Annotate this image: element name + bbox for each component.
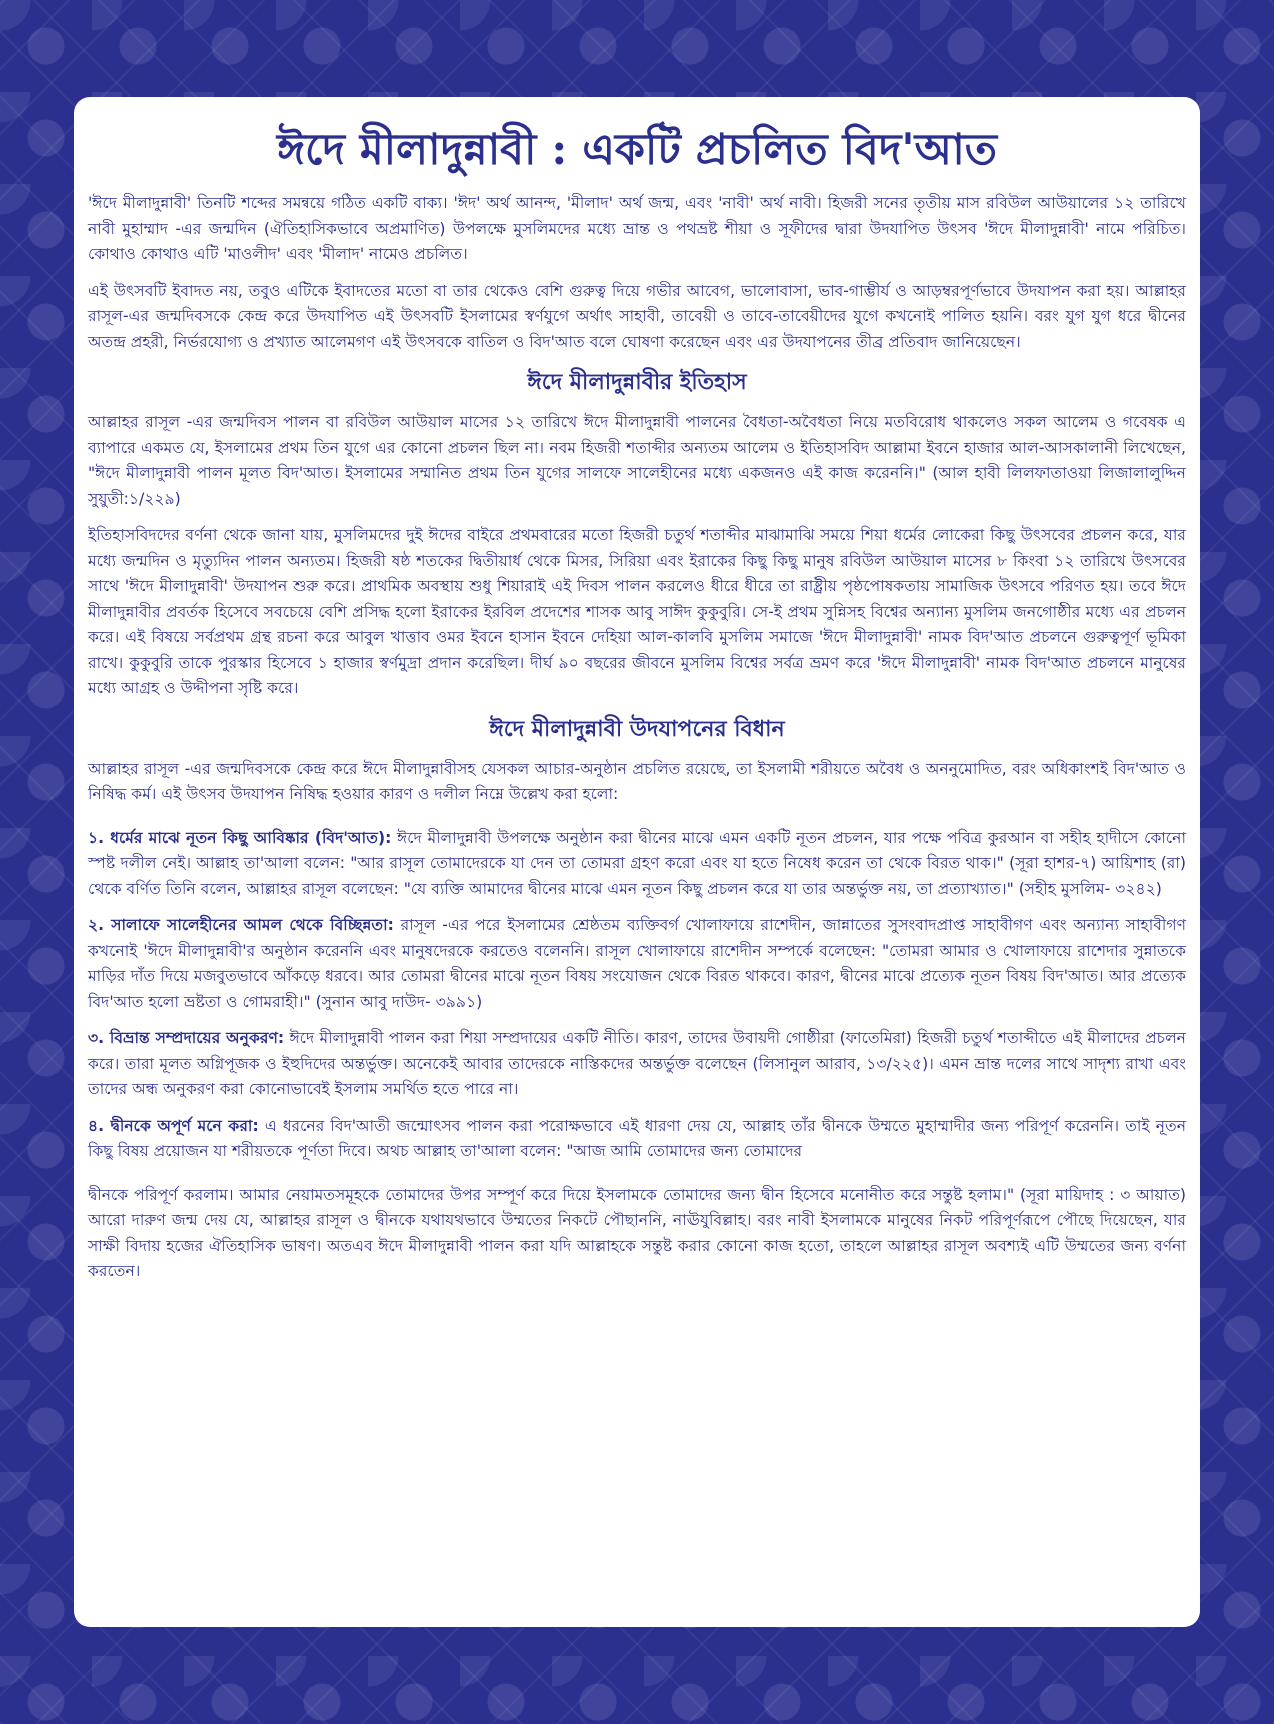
content-panel (74, 97, 1200, 1627)
ruling-point-3 (88, 1026, 1186, 1103)
ruling-intro: আল্লাহর রাসূল -এর জন্মদিবসকে কেন্দ্র করে ঈদে মীলাদুন্নাবীসহ যেসকল আচার-অনুষ্ঠান প্রচলিত রয়েছে, তা ইসলামী শরীয়তে অবৈধ ও অননুমোদিত, বরং অধিকাংশই বিদ'আত ও নিষিদ্ধ কর্ম। এই উৎসব উদযাপন নিষিদ্ধ হওয়ার কারণ ও দলীল নিম্নে উল্লেখ করা হলো: (88, 759, 1186, 803)
point-text: ঈদে মীলাদুন্নাবী উপলক্ষে অনুষ্ঠান করা দ্বীনের মাঝে এমন একটি নূতন প্রচলন, যার পক্ষে পবিত্র কুরআন বা সহীহ হাদীসে কোনো স্পষ্ট দলীল নেই। আল্লাহ তা'আলা বলেন: "আর রাসূল তোমাদেরকে যা দেন তা তোমরা গ্রহণ করো এবং যা হতে নিষেধ করেন তা থেকে বিরত থাক।" (সূরা হাশর-৭) আয়িশাহ (রা) থেকে বর্ণিত তিনি বলেন, আল্লাহর রাসূল বলেছেন: "যে ব্যক্তি আমাদের দ্বীনের মাঝে এমন নূতন কিছু প্রচলন করে যা তার অন্তর্ভুক্ত নয়, তা প্রত্যাখ্যাত।" (সহীহ মুসলিম- ৩২৪২) (88, 828, 1186, 898)
point-text: ঈদে মীলাদুন্নাবী পালন করা শিয়া সম্প্রদায়ের একটি নীতি। কারণ, তাদের উবায়দী গোষ্ঠীরা (ফাতেমিরা) হিজরী চতুর্থ শতাব্দীতে এই মীলাদের প্রচলন করে। তারা মূলত অগ্নিপূজক ও ইহুদিদের অন্তর্ভুক্ত। অনেকেই আবার তাদেরকে নাস্তিকদের অন্তর্ভুক্ত বলেছেন (লিসানুল আরাব, ১৩/২২৫)। এমন ভ্রান্ত দলের সাথে সাদৃশ্য রাখা এবং তাদের অন্ধ অনুকরণ করা কোনোভাবেই ইসলাম সমর্থিত হতে পারে না। (88, 1029, 1186, 1098)
history-paragraph-1: আল্লাহর রাসূল -এর জন্মদিবস পালন বা রবিউল আউয়াল মাসের ১২ তারিখে ঈদে মীলাদুন্নাবী পালনের বৈধতা-অবৈধতা নিয়ে মতবিরোধ থাকলেও সকল আলেম ও গবেষক এ ব্যাপারে একমত যে, ইসলামের প্রথম তিন যুগে এর কোনো প্রচলন ছিল না। নবম হিজরী শতাব্দীর অন্যতম আলেম ও ইতিহাসবিদ আল্লামা ইবনে হাজার আল-আসকালানী লিখেছেন, "ঈদে মীলাদুন্নাবী পালন মূলত বিদ'আত। ইসলামের সম্মানিত প্রথম তিন যুগের সালফে সালেহীনের মধ্যে একজনও এই কাজ করেননি।" (আল হাবী লিলফাতাওয়া লিজালালুদ্দিন সুয়ুতী:১/২২৯) (88, 413, 1186, 508)
page-title: ঈদে মীলাদুন্নাবী : একটি প্রচলিত বিদ'আত (276, 125, 998, 175)
point-lead: ১. ধর্মের মাঝে নূতন কিছু আবিষ্কার (বিদ'আত): (88, 828, 392, 847)
ruling-point-1 (88, 826, 1186, 903)
point-text: এ ধরনের বিদ'আতী জন্মোৎসব পালন করা পরোক্ষভাবে এই ধারণা দেয় যে, আল্লাহ তাঁর দ্বীনকে উম্মতে মুহাম্মাদীর জন্য পরিপূর্ণ করেননি। তাই নূতন কিছু বিষয় প্রয়োজন যা শরীয়তকে পূর্ণতা দিবে। অথচ আল্লাহ তা'আলা বলেন: "আজ আমি তোমাদের জন্য তোমাদের (88, 1116, 1187, 1160)
intro-paragraph-1: 'ঈদে মীলাদুন্নাবী' তিনটি শব্দের সমন্বয়ে গঠিত একটি বাক্য। 'ঈদ' অর্থ আনন্দ, 'মীলাদ' অর্থ জন্ম, এবং 'নাবী' অর্থ নাবী। হিজরী সনের তৃতীয় মাস রবিউল আউয়ালের ১২ তারিখে নাবী মুহাম্মাদ -এর জন্মদিন (ঐতিহাসিকভাবে অপ্রমাণিত) উপলক্ষে মুসলিমদের মধ্যে ভ্রান্ত ও পথভ্রষ্ট শীয়া ও সূফীদের দ্বারা উদযাপিত উৎসব 'ঈদে মীলাদুন্নাবী' নামে পরিচিত। কোথাও কোথাও এটি 'মাওলীদ' এবং 'মীলাদ' নামেও প্রচলিত। (88, 194, 1186, 263)
history-paragraph-2: ইতিহাসবিদদের বর্ণনা থেকে জানা যায়, মুসলিমদের দুই ঈদের বাইরে প্রথমবারের মতো হিজরী চতুর্থ শতাব্দীর মাঝামাঝি সময়ে শিয়া ধর্মের লোকেরা কিছু উৎসবের প্রচলন করে, যার মধ্যে জন্মদিন ও মৃত্যুদিন পালন অন্যতম। হিজরী ষষ্ঠ শতকের দ্বিতীয়ার্ধ থেকে মিসর, সিরিয়া এবং ইরাকের কিছু কিছু মানুষ রবিউল আউয়াল মাসের ৮ কিংবা ১২ তারিখে উৎসবের সাথে 'ঈদে মীলাদুন্নাবী' উদযাপন শুরু করে। প্রাথমিক অবস্থায় শুধু শিয়ারাই এই দিবস পালন করলেও ধীরে ধীরে তা রাষ্ট্রীয় পৃষ্ঠপোষকতায় সামাজিক উৎসবে পরিণত হয়। তবে ঈদে মীলাদুন্নাবীর প্রবর্তক হিসেবে সবচেয়ে বেশি প্রসিদ্ধ হলো ইরাকের ইরবিল প্রদেশের শাসক আবু সাঈদ কুকুবুরি। সে-ই প্রথম সুন্নিসহ বিশ্বের অন্যান্য মুসলিম জনগোষ্ঠীর মধ্যে এর প্রচলন করে। এই বিষয়ে সর্বপ্রথম গ্রন্থ রচনা করে আবুল খাত্তাব ওমর ইবনে হাসান ইবনে দেহিয়া আল-কালবি মুসলিম সমাজে 'ঈদে মীলাদুন্নাবী' নামক বিদ'আত প্রচলনে গুরুত্বপূর্ণ ভূমিকা রাখে। কুকুবুরি তাকে পুরস্কার হিসেবে ১ হাজার স্বর্ণমুদ্রা প্রদান করেছিল। দীর্ঘ ৯০ বছরের জীবনে মুসলিম বিশ্বের সর্বত্র ভ্রমণ করে 'ঈদে মীলাদুন্নাবী' নামক বিদ'আত প্রচলনে মানুষের মধ্যে আগ্রহ ও উদ্দীপনা সৃষ্টি করে। (88, 526, 1186, 697)
ruling-point-2 (88, 913, 1186, 1015)
point-text: রাসূল -এর পরে ইসলামের শ্রেষ্ঠতম ব্যক্তিবর্গ খোলাফায়ে রাশেদীন, জান্নাতের সুসংবাদপ্রাপ্ত সাহাবীগণ এবং অন্যান্য সাহাবীগণ কখনোই 'ঈদে মীলাদুন্নাবী'র অনুষ্ঠান করেননি এবং মানুষদেরকে করতেও বলেননি। রাসূল খোলাফায়ে রাশেদীন সম্পর্কে বলেছেন: "তোমরা আমার ও খোলাফায়ে রাশেদার সুন্নাতকে মাড়ির দাঁত দিয়ে মজবুতভাবে আঁকড়ে ধরবে। আর তোমরা দ্বীনের মাঝে নূতন বিষয় সংযোজন থেকে বিরত থাকবে। কারণ, দ্বীনের মাঝে প্রত্যেক নূতন বিষয় বিদ'আত। আর প্রত্যেক বিদ'আত হলো ভ্রষ্টতা ও গোমরাহী।" (সুনান আবু দাউদ- ৩৯৯১) (88, 916, 1187, 1011)
point-lead: ৪. দ্বীনকে অপূর্ণ মনে করা: (88, 1116, 259, 1135)
point-lead: ২. সালাফে সালেহীনের আমল থেকে বিচ্ছিন্নতা: (88, 916, 394, 934)
point-lead: ৩. বিভ্রান্ত সম্প্রদায়ের অনুকরণ: (88, 1029, 285, 1047)
intro-paragraph-2: এই উৎসবটি ইবাদত নয়, তবুও এটিকে ইবাদতের মতো বা তার থেকেও বেশি গুরুত্ব দিয়ে গভীর আবেগ, ভালোবাসা, ভাব-গাম্ভীর্য ও আড়ম্বরপূর্ণভাবে উদযাপন করা হয়। আল্লাহর রাসূল-এর জন্মদিবসকে কেন্দ্র করে উদযাপিত এই উৎসবটি ইসলামের স্বর্ণযুগে অর্থাৎ সাহাবী, তাবেয়ী ও তাবে-তাবেয়ীদের যুগে কখনোই পালিত হয়নি। বরং যুগ যুগ ধরে দ্বীনের অতন্দ্র প্রহরী, নির্ভরযোগ্য ও প্রখ্যাত আলেমগণ এই উৎসবকে বাতিল ও বিদ'আত বলে ঘোষণা করেছেন এবং এর উদযাপনের তীব্র প্রতিবাদ জানিয়েছেন। (88, 281, 1186, 351)
ruling-heading: ঈদে মীলাদুন্নাবী উদযাপনের বিধান (489, 716, 785, 742)
ruling-point-4 (88, 1114, 1186, 1165)
history-heading: ঈদে মীলাদুন্নাবীর ইতিহাস (527, 370, 747, 395)
closing-paragraph: দ্বীনকে পরিপূর্ণ করলাম। আমার নেয়ামতসমূহকে তোমাদের উপর সম্পূর্ণ করে দিয়ে ইসলামকে তোমাদের জন্য দ্বীন হিসেবে মনোনীত করে সন্তুষ্ট হলাম।" (সূরা মায়িদাহ : ৩ আয়াত) আরো দারুণ জন্ম দেয় যে, আল্লাহর রাসূল ও দ্বীনকে যথাযথভাবে উম্মতের নিকটে পৌছাননি, নাঊযুবিল্লাহ। বরং নাবী ইসলামকে মানুষের নিকট পরিপূর্ণরূপে পৌছে দিয়েছেন, যার সাক্ষী বিদায় হজের ঐতিহাসিক ভাষণ। অতএব ঈদে মীলাদুন্নাবী পালন করা যদি আল্লাহকে সন্তুষ্ট করার কোনো কাজ হতো, তাহলে আল্লাহর রাসূল অবশ্যই এটি উম্মতের জন্য বর্ণনা করতেন। (88, 1185, 1186, 1280)
